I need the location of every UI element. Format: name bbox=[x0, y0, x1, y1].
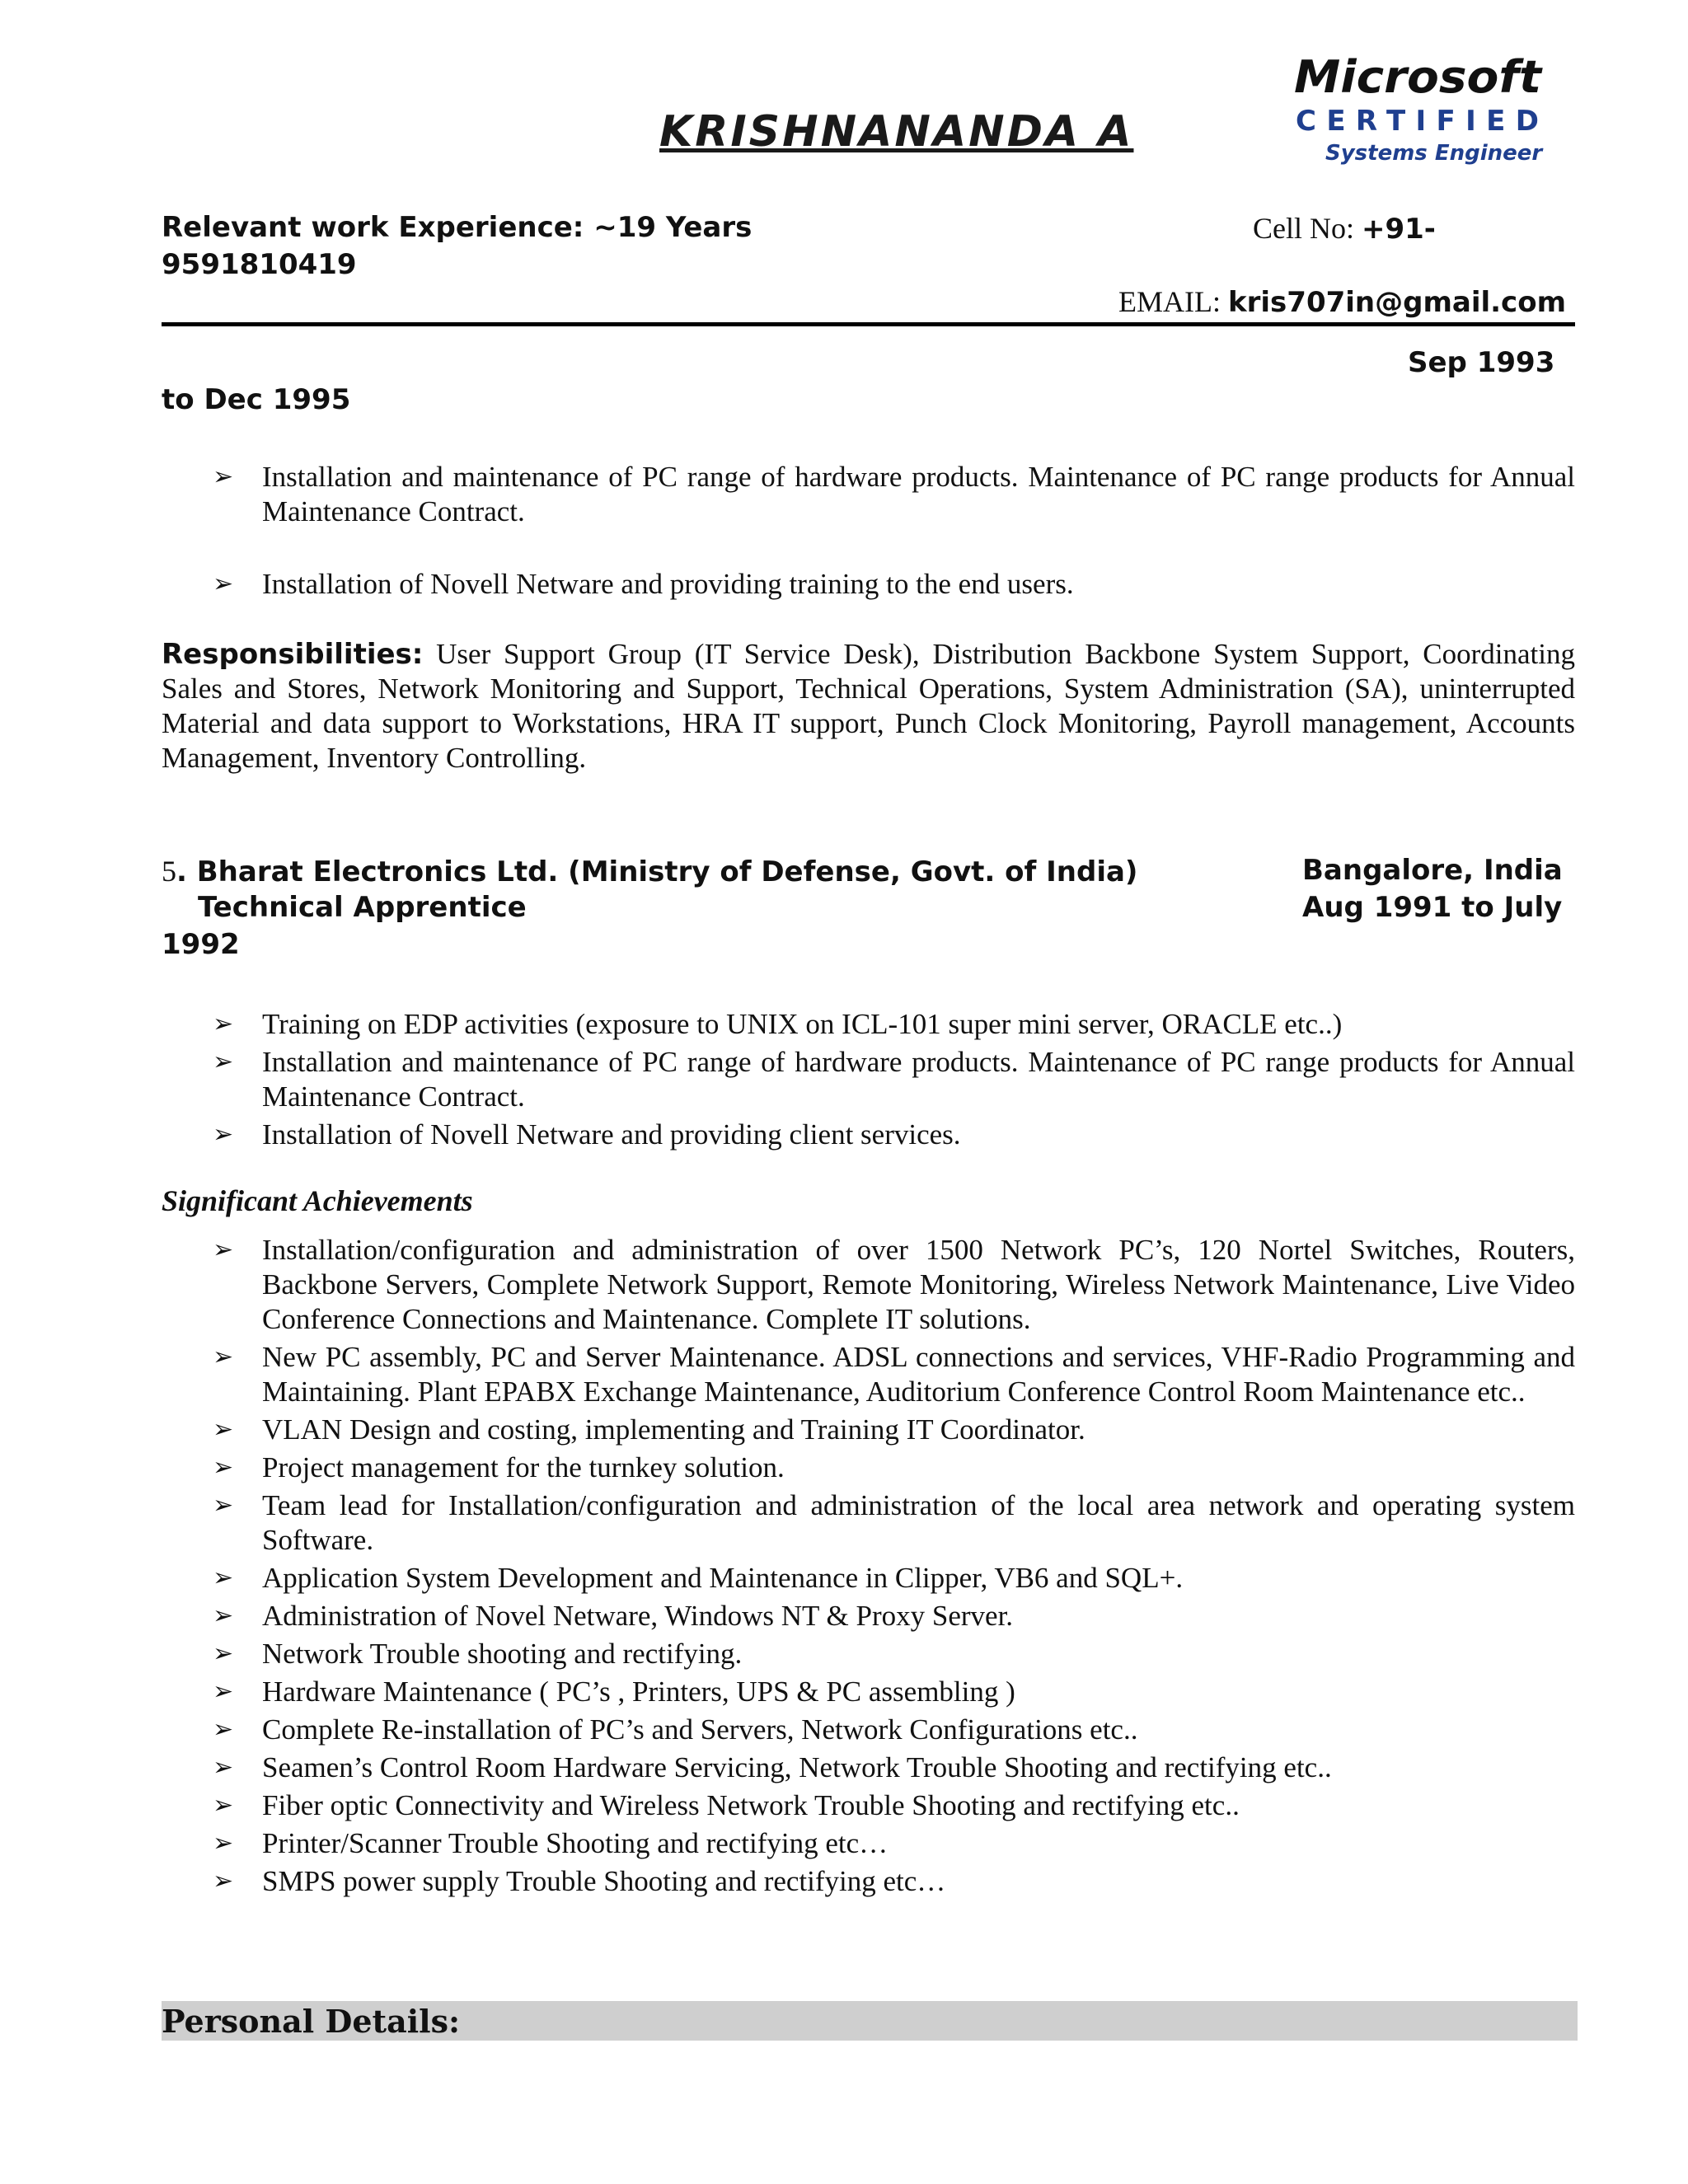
responsibilities-label: Responsibilities: bbox=[162, 638, 424, 671]
achievements-heading: Significant Achievements bbox=[162, 1184, 473, 1217]
job4-period-start: Sep 1993 bbox=[1408, 346, 1555, 379]
list-item: ➢ Seamen’s Control Room Hardware Servicing, Network Trouble Shooting and rectifying etc.. bbox=[213, 1750, 1575, 1785]
logo-systems-engineer: Systems Engineer bbox=[1325, 141, 1543, 166]
job5-bullet-list bbox=[213, 1007, 1575, 1152]
job4-bullet-list bbox=[213, 460, 1575, 529]
list-item: ➢ Installation of Novell Netware and providing training to the end users. bbox=[213, 567, 1575, 602]
list-item: ➢ Team lead for Installation/configuration and administration of the local area network and operating system Software. bbox=[213, 1488, 1575, 1558]
cell-label: Cell No: bbox=[1253, 212, 1362, 245]
list-item: ➢ Training on EDP activities (exposure to UNIX on ICL-101 super mini server, ORACLE etc..) bbox=[213, 1007, 1575, 1042]
list-item: ➢ Installation/configuration and administration of over 1500 Network PC’s, 120 Nortel Switches, Routers, Backbone Servers, Complete Network Support, Remote Monitoring, Wireless Network Maintenance, Live Video Conference Connections and Maintenance. Complete IT solutions. bbox=[213, 1233, 1575, 1337]
achievements-list bbox=[213, 1233, 1575, 1899]
list-item: ➢ Fiber optic Connectivity and Wireless Network Trouble Shooting and rectifying etc.. bbox=[213, 1788, 1575, 1823]
job5-company-line bbox=[162, 854, 1137, 888]
job5-number: 5 bbox=[162, 855, 176, 888]
list-item: ➢ New PC assembly, PC and Server Maintenance. ADSL connections and services, VHF-Radio Programming and Maintaining. Plant EPABX Exchange Maintenance, Auditorium Conference Control Room Maintenance etc.. bbox=[213, 1340, 1575, 1409]
job5-period-start: Aug 1991 to July bbox=[1302, 891, 1563, 924]
email-label: EMAIL: bbox=[1118, 285, 1229, 318]
microsoft-certified-logo bbox=[1286, 49, 1550, 173]
job4-bullet-list-2 bbox=[213, 567, 1575, 602]
email-value[interactable]: kris707in@gmail.com bbox=[1228, 286, 1566, 319]
email-line bbox=[1118, 284, 1566, 319]
candidate-name: KRISHNANANDA A bbox=[659, 107, 1134, 157]
list-item: ➢ Network Trouble shooting and rectifying. bbox=[213, 1637, 1575, 1671]
list-item: ➢ Project management for the turnkey solution. bbox=[213, 1451, 1575, 1485]
list-item: ➢ Administration of Novel Netware, Windows NT & Proxy Server. bbox=[213, 1599, 1575, 1633]
list-item: ➢ Installation of Novell Netware and providing client services. bbox=[213, 1118, 1575, 1152]
job5-location: Bangalore, India bbox=[1302, 854, 1563, 887]
list-item: ➢ Installation and maintenance of PC range of hardware products. Maintenance of PC range products for Annual Maintenance Contract. bbox=[213, 460, 1575, 529]
cell-line bbox=[1253, 211, 1436, 246]
personal-details-heading: Personal Details: bbox=[162, 2003, 461, 2040]
job5-role: Technical Apprentice bbox=[198, 891, 527, 924]
list-item: ➢ Installation and maintenance of PC range of hardware products. Maintenance of PC range products for Annual Maintenance Contract. bbox=[213, 1045, 1575, 1114]
responsibilities-paragraph bbox=[162, 637, 1575, 776]
list-item: ➢ SMPS power supply Trouble Shooting and rectifying etc… bbox=[213, 1864, 1575, 1899]
list-item: ➢ Hardware Maintenance ( PC’s , Printers, UPS & PC assembling ) bbox=[213, 1675, 1575, 1709]
cell-value-part2: 9591810419 bbox=[162, 248, 357, 281]
list-item: ➢ Application System Development and Maintenance in Clipper, VB6 and SQL+. bbox=[213, 1561, 1575, 1596]
logo-certified: CERTIFIED bbox=[1296, 105, 1539, 138]
job5-company: . Bharat Electronics Ltd. (Ministry of Defense, Govt. of India) bbox=[176, 855, 1138, 888]
cell-value-part1: +91- bbox=[1362, 213, 1436, 246]
job5-period-end: 1992 bbox=[162, 928, 240, 961]
logo-brand: Microsoft bbox=[1294, 51, 1544, 103]
header-divider bbox=[162, 322, 1575, 326]
list-item: ➢ VLAN Design and costing, implementing and Training IT Coordinator. bbox=[213, 1413, 1575, 1447]
list-item: ➢ Printer/Scanner Trouble Shooting and rectifying etc… bbox=[213, 1826, 1575, 1861]
list-item: ➢ Complete Re-installation of PC’s and Servers, Network Configurations etc.. bbox=[213, 1713, 1575, 1747]
responsibilities-text: User Support Group (IT Service Desk), Distribution Backbone System Support, Coordinating Sales and Stores, Network Monitoring and Support, Technical Operations, System Administration (SA), uninterrupted Material and data support to Workstations, HRA IT support, Punch Clock Monitoring, Payroll management, Accounts Management, Inventory Controlling. bbox=[162, 638, 1575, 774]
experience-summary: Relevant work Experience: ~19 Years bbox=[162, 211, 753, 244]
job4-period-end: to Dec 1995 bbox=[162, 383, 351, 416]
